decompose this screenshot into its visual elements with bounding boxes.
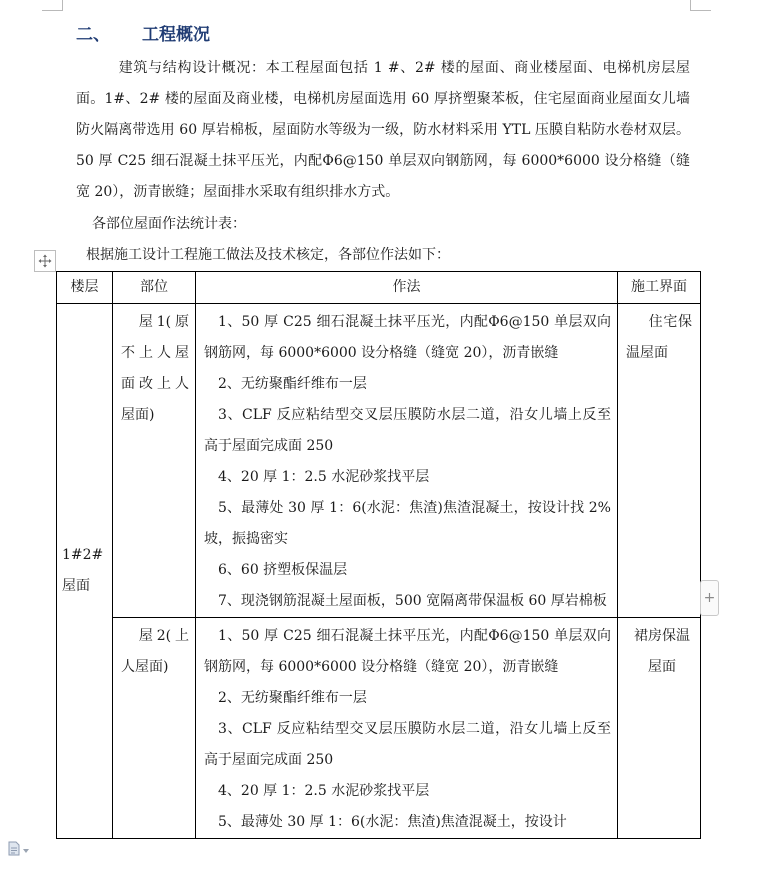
page-corner-mark-left xyxy=(42,0,63,11)
floor-cell xyxy=(57,304,113,839)
section-number: 二、 xyxy=(76,25,110,45)
basis-line: 根据施工设计工程施工做法及技术核定，各部位作法如下： xyxy=(86,247,450,263)
interface-label: 裙房保温屋面 xyxy=(634,628,690,675)
floor-label: 1#2#屋面 xyxy=(62,547,104,594)
position-cell xyxy=(113,618,196,839)
method-item: 1、50 厚 C25 细石混凝土抹平压光，内配Φ6@150 单层双向钢筋网，每 6000*6000 设分格缝（缝宽 20），沥青嵌缝 xyxy=(204,314,611,361)
method-cell xyxy=(196,618,618,839)
chevron-down-icon xyxy=(23,849,29,853)
method-item: 3、CLF 反应粘结型交叉层压膜防水层二道，沿女儿墙上反至高于屋面完成面 250 xyxy=(204,721,611,768)
position-cell xyxy=(113,304,196,618)
method-item: 7、现浇钢筋混凝土屋面板，500 宽隔离带保温板 60 厚岩棉板 xyxy=(218,593,607,609)
table-move-handle[interactable] xyxy=(34,250,56,272)
method-item: 3、CLF 反应粘结型交叉层压膜防水层二道，沿女儿墙上反至高于屋面完成面 250 xyxy=(204,407,611,454)
header-floor: 楼层 xyxy=(57,272,113,304)
method-item: 5、最薄处 30 厚 1：6(水泥：焦渣)焦渣混凝土，按设计找 2%坡，振捣密实 xyxy=(204,500,611,547)
method-cell xyxy=(196,304,618,618)
method-item: 2、无纺聚酯纤维布一层 xyxy=(218,376,367,392)
position-label: 屋1(原不上人屋面改上人屋面) xyxy=(121,314,189,423)
stat-line: 各部位屋面作法统计表： xyxy=(92,216,246,232)
header-method: 作法 xyxy=(196,272,618,304)
intro-paragraph-text: 建筑与结构设计概况：本工程屋面包括 1 #、2# 楼的屋面、商业楼屋面、电梯机房层屋面。1#、2# 楼的屋面及商业楼，电梯机房屋面选用 60 厚挤塑聚苯板，住宅屋面商业屋面女儿墙防火隔离带选用 60 厚岩棉板，屋面防水等级为一级，防水材料采用 YTL 压膜自粘防水卷材双层。50 厚 C25 细石混凝土抹平压光，内配Φ6@150 单层双向钢筋网，每 6000*6000 设分格缝（缝宽 20），沥青嵌缝；屋面排水采取有组织排水方式。 xyxy=(76,60,690,200)
roof-method-table xyxy=(56,271,701,839)
header-position: 部位 xyxy=(113,272,196,304)
section-heading xyxy=(76,20,210,45)
method-item: 5、最薄处 30 厚 1：6(水泥：焦渣)焦渣混凝土，按设计 xyxy=(218,814,567,830)
table-row xyxy=(57,304,701,618)
document-status-button[interactable] xyxy=(8,841,29,860)
method-item: 6、60 挤塑板保温层 xyxy=(218,562,348,578)
header-interface: 施工界面 xyxy=(618,272,701,304)
document-icon xyxy=(8,841,20,860)
intro-paragraph xyxy=(76,53,690,208)
table-header-row xyxy=(57,272,701,304)
position-label: 屋2(上人屋面) xyxy=(121,628,189,675)
interface-label: 住宅保温屋面 xyxy=(626,314,692,361)
method-item: 4、20 厚 1：2.5 水泥砂浆找平层 xyxy=(218,783,430,799)
move-arrows-icon xyxy=(38,254,52,268)
page-corner-mark-right xyxy=(690,0,711,11)
method-item: 4、20 厚 1：2.5 水泥砂浆找平层 xyxy=(218,469,430,485)
interface-cell xyxy=(618,618,701,839)
section-title: 工程概况 xyxy=(142,25,210,45)
add-content-button[interactable] xyxy=(700,580,719,616)
interface-cell xyxy=(618,304,701,618)
table-row xyxy=(57,618,701,839)
method-item: 2、无纺聚酯纤维布一层 xyxy=(218,690,367,706)
method-item: 1、50 厚 C25 细石混凝土抹平压光，内配Φ6@150 单层双向钢筋网，每 6000*6000 设分格缝（缝宽 20），沥青嵌缝 xyxy=(204,628,611,675)
plus-icon: + xyxy=(703,590,716,606)
